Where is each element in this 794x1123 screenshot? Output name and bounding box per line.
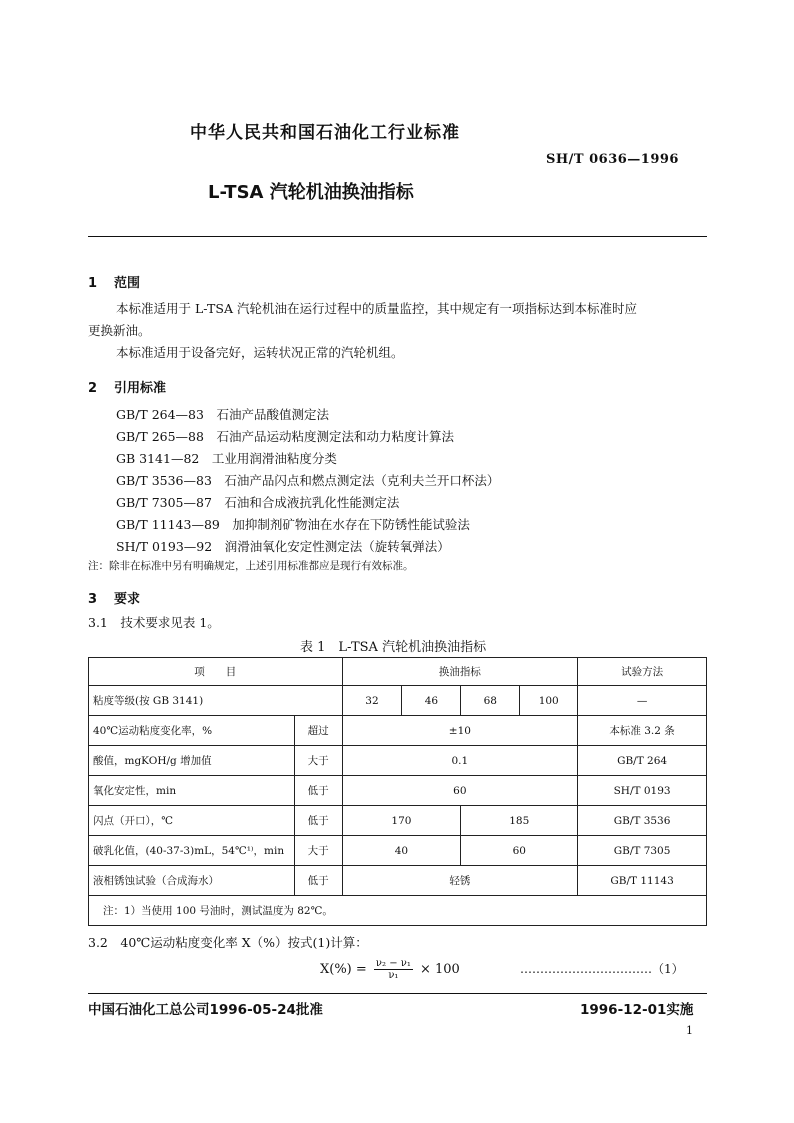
clause-3-1: 3.1 技术要求见表 1。 xyxy=(88,615,220,630)
oil-change-index-table xyxy=(88,657,707,926)
cell-value: 0.1 xyxy=(342,746,578,776)
page-number: 1 xyxy=(686,1024,693,1037)
section-1-heading: 1 范围 xyxy=(88,276,141,291)
cell-item: 酸值，mgKOH/g 增加值 xyxy=(89,746,295,776)
formula-1 xyxy=(320,958,460,981)
table-row xyxy=(89,716,707,746)
cell-item: 破乳化值，(40-37-3)mL，54℃¹⁾，min xyxy=(89,836,295,866)
cell-grade: 32 xyxy=(342,686,402,716)
standard-code: SH/T 0636—1996 xyxy=(546,152,679,167)
top-rule xyxy=(88,236,707,237)
formula-denominator: ν₁ xyxy=(388,970,399,981)
cell-condition: 大于 xyxy=(294,836,342,866)
scope-paragraph-2: 本标准适用于设备完好，运转状况正常的汽轮机组。 xyxy=(116,345,404,360)
cell-condition: 低于 xyxy=(294,806,342,836)
cell-grade: 46 xyxy=(402,686,461,716)
table-row xyxy=(89,866,707,896)
cell-item: 液相锈蚀试验（合成海水） xyxy=(89,866,295,896)
implementation-date: 1996-12-01实施 xyxy=(580,1002,694,1018)
reference-item: GB/T 7305—87 石油和合成液抗乳化性能测定法 xyxy=(116,495,400,510)
scope-paragraph-1-line-1: 本标准适用于 L-TSA 汽轮机油在运行过程中的质量监控，其中规定有一项指标达到本标准时应 xyxy=(116,301,637,316)
reference-item: GB/T 3536—83 石油产品闪点和燃点测定法（克利夫兰开口杯法） xyxy=(116,473,500,488)
cell-condition: 大于 xyxy=(294,746,342,776)
table-row xyxy=(89,686,707,716)
cell-method: GB/T 7305 xyxy=(578,836,707,866)
reference-item: SH/T 0193—92 润滑油氧化安定性测定法（旋转氧弹法） xyxy=(116,539,450,554)
table-note: 注：1）当使用 100 号油时，测试温度为 82℃。 xyxy=(89,896,707,926)
bottom-rule xyxy=(88,993,707,994)
table-row xyxy=(89,746,707,776)
document-title: L-TSA 汽轮机油换油指标 xyxy=(208,182,414,203)
standard-org-title: 中华人民共和国石油化工行业标准 xyxy=(190,123,460,143)
cell-grade: 68 xyxy=(461,686,520,716)
header-method: 试验方法 xyxy=(578,658,707,686)
reference-item: GB/T 11143—89 加抑制剂矿物油在水存在下防锈性能试验法 xyxy=(116,517,470,532)
table-row xyxy=(89,836,707,866)
reference-item: GB 3141—82 工业用润滑油粘度分类 xyxy=(116,451,337,466)
cell-value: ±10 xyxy=(342,716,578,746)
table-row xyxy=(89,776,707,806)
formula-numerator: ν₂ − ν₁ xyxy=(375,958,411,969)
cell-value: 170 xyxy=(342,806,461,836)
reference-note: 注：除非在标准中另有明确规定，上述引用标准都应是现行有效标准。 xyxy=(88,560,414,572)
section-2-heading: 2 引用标准 xyxy=(88,381,167,396)
cell-method: — xyxy=(578,686,707,716)
formula-lhs: X(%) = xyxy=(320,962,367,977)
header-index: 换油指标 xyxy=(342,658,578,686)
cell-item: 闪点（开口），℃ xyxy=(89,806,295,836)
cell-item: 粘度等级(按 GB 3141) xyxy=(89,686,343,716)
cell-value: 轻锈 xyxy=(342,866,578,896)
formula-rhs: × 100 xyxy=(419,962,460,977)
table-note-row xyxy=(89,896,707,926)
cell-value: 40 xyxy=(342,836,461,866)
cell-method: GB/T 11143 xyxy=(578,866,707,896)
cell-item: 氧化安定性，min xyxy=(89,776,295,806)
cell-value: 60 xyxy=(461,836,578,866)
cell-condition: 低于 xyxy=(294,866,342,896)
cell-method: GB/T 264 xyxy=(578,746,707,776)
approval-info: 中国石油化工总公司1996-05-24批准 xyxy=(88,1002,323,1018)
cell-item: 40℃运动粘度变化率，% xyxy=(89,716,295,746)
clause-3-2: 3.2 40℃运动粘度变化率 X（%）按式(1)计算： xyxy=(88,935,368,950)
reference-item: GB/T 265—88 石油产品运动粘度测定法和动力粘度计算法 xyxy=(116,429,454,444)
table-caption: 表 1 L-TSA 汽轮机油换油指标 xyxy=(300,640,487,655)
cell-method: SH/T 0193 xyxy=(578,776,707,806)
cell-method: GB/T 3536 xyxy=(578,806,707,836)
cell-condition: 超过 xyxy=(294,716,342,746)
cell-value: 185 xyxy=(461,806,578,836)
reference-item: GB/T 264—83 石油产品酸值测定法 xyxy=(116,407,329,422)
cell-method: 本标准 3.2 条 xyxy=(578,716,707,746)
cell-condition: 低于 xyxy=(294,776,342,806)
cell-value: 60 xyxy=(342,776,578,806)
formula-number: ……………………………（1） xyxy=(520,962,684,976)
cell-grade: 100 xyxy=(520,686,578,716)
table-row xyxy=(89,806,707,836)
formula-fraction xyxy=(374,958,413,981)
scope-paragraph-1-line-2: 更换新油。 xyxy=(88,323,151,338)
table-header-row xyxy=(89,658,707,686)
header-item: 项 目 xyxy=(89,658,343,686)
section-3-heading: 3 要求 xyxy=(88,592,141,607)
